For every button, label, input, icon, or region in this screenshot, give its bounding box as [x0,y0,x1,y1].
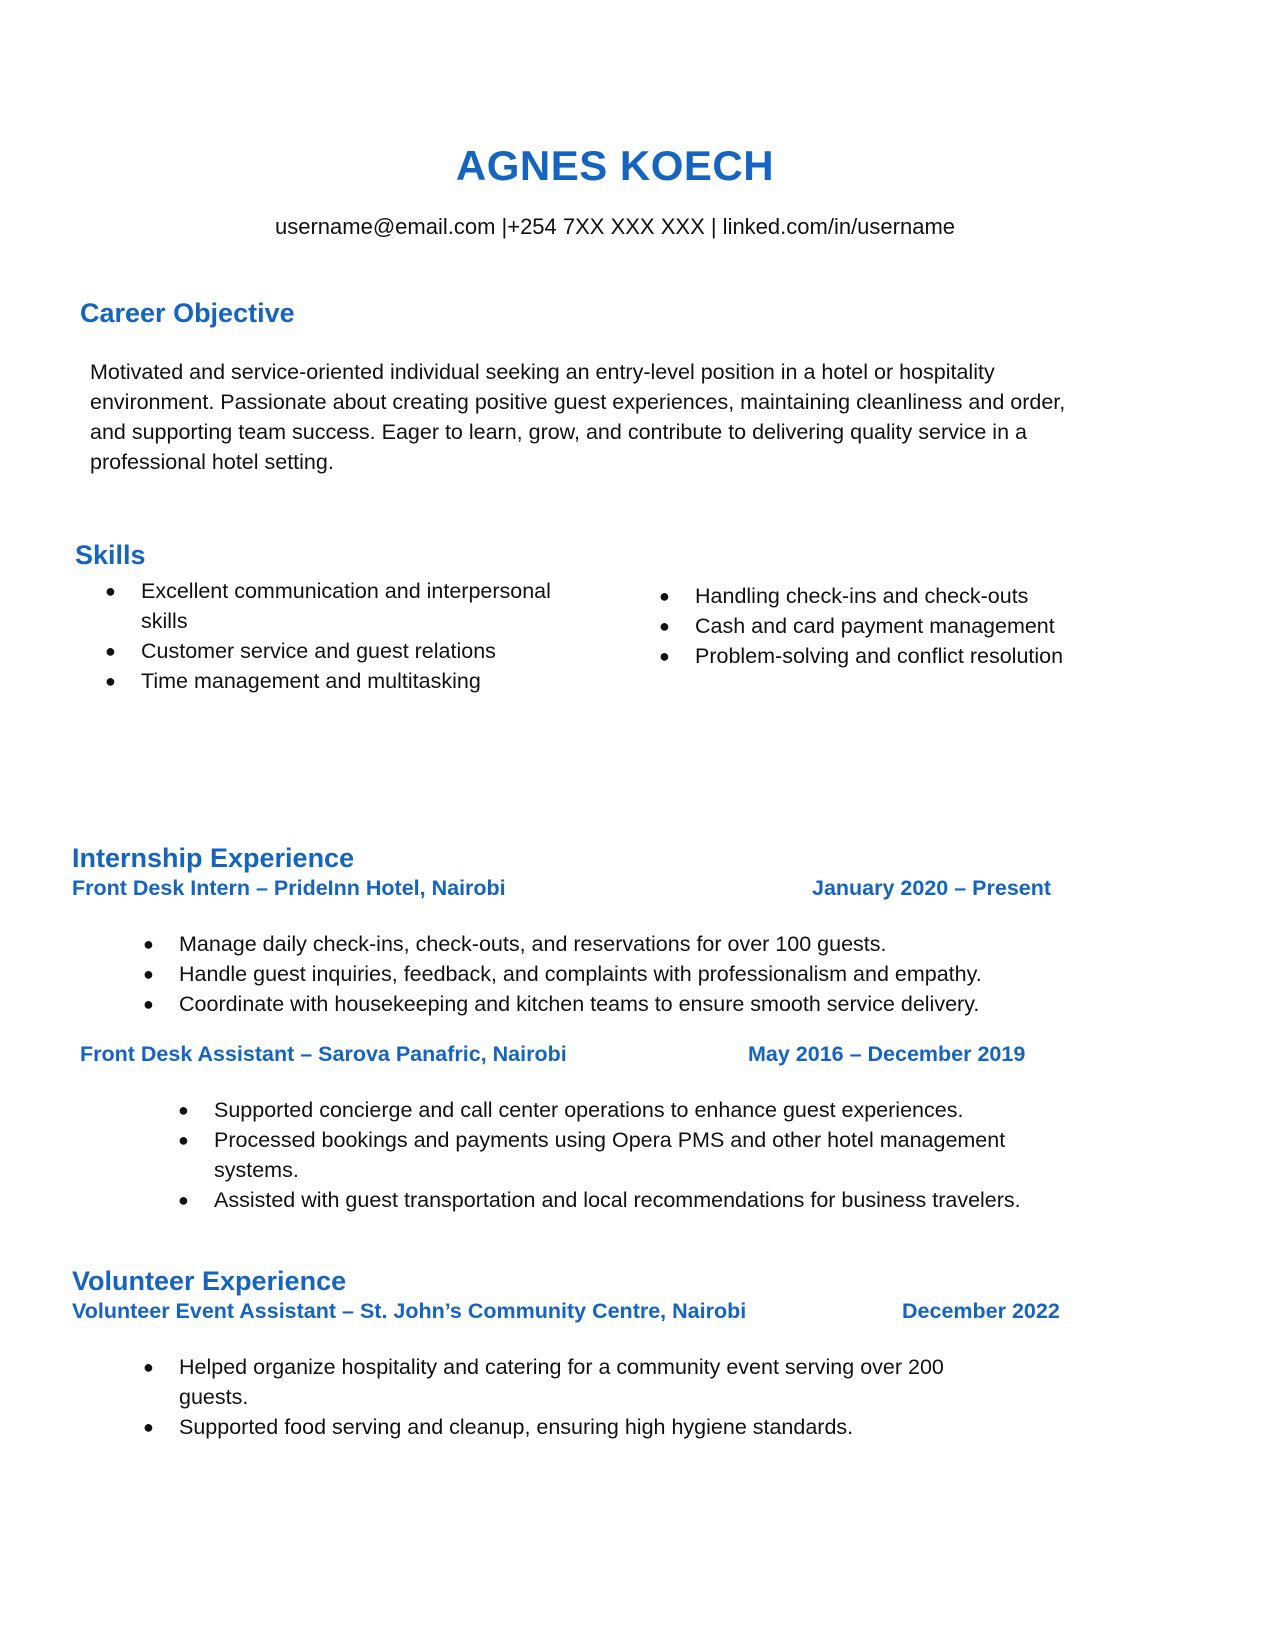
bullet-icon: ● [178,1100,189,1120]
skills-list-left [105,576,601,696]
skills-list-right [659,581,1155,671]
bullet-icon: ● [659,586,670,606]
bullet-icon: ● [659,646,670,666]
career-objective-text: Motivated and service-oriented individual seeking an entry-level position in a hotel or hospitality environment. Passionate about creating positive guest experiences, maintaining cleanliness and order, and supporting team success. Eager to learn, grow, and contribute to delivering quality service in a professional hotel setting. [90,360,1066,474]
bullet-icon: ● [105,641,116,661]
skill-item: ● Cash and card payment management [695,611,1155,641]
contact-line: username@email.com |+254 7XX XXX XXX | linked.com/in/username [274,214,956,239]
job-dates: December 2022 [902,1299,1060,1323]
bullet-icon: ● [178,1190,189,1210]
job-title: Front Desk Assistant – Sarova Panafric, Nairobi [80,1042,567,1066]
bullet-icon: ● [178,1130,189,1150]
career-objective-heading: Career Objective [80,298,295,328]
job-bullet: ● Assisted with guest transportation and local recommendations for business travelers. [214,1185,1074,1215]
bullet-icon: ● [143,934,154,954]
job-bullets [143,1352,1019,1442]
skill-item: ● Time management and multitasking [141,666,601,696]
bullet-icon: ● [143,1417,154,1437]
job-bullet: ● Supported food serving and cleanup, ensuring high hygiene standards. [179,1412,1019,1442]
job-bullets [143,929,1079,1019]
job-bullet: ● Manage daily check-ins, check-outs, and reservations for over 100 guests. [179,929,1079,959]
resume-name: AGNES KOECH [455,142,775,189]
bullet-icon: ● [105,581,116,601]
job-bullet: ● Coordinate with housekeeping and kitchen teams to ensure smooth service delivery. [179,989,1079,1019]
job-bullets [178,1095,1074,1215]
job-bullet: ● Supported concierge and call center operations to enhance guest experiences. [214,1095,1074,1125]
skills-heading: Skills [75,540,146,570]
skill-item: ● Problem-solving and conflict resolution [695,641,1155,671]
bullet-icon: ● [143,1357,154,1377]
skill-item: ● Customer service and guest relations [141,636,601,666]
bullet-icon: ● [143,964,154,984]
job-bullet: ● Helped organize hospitality and catering for a community event serving over 200 guests. [179,1352,1019,1412]
skill-item: ● Excellent communication and interpersonal skills [141,576,601,636]
job-dates: May 2016 – December 2019 [748,1042,1026,1066]
job-bullet: ● Processed bookings and payments using Opera PMS and other hotel management systems. [214,1125,1074,1185]
job-bullet: ● Handle guest inquiries, feedback, and complaints with professionalism and empathy. [179,959,1079,989]
job-title: Front Desk Intern – PrideInn Hotel, Nairobi [72,876,506,900]
bullet-icon: ● [105,671,116,691]
bullet-icon: ● [659,616,670,636]
job-dates: January 2020 – Present [812,876,1052,900]
internship-heading: Internship Experience [72,843,355,873]
skill-item: ● Handling check-ins and check-outs [695,581,1155,611]
bullet-icon: ● [143,994,154,1014]
volunteer-heading: Volunteer Experience [72,1266,347,1296]
job-title: Volunteer Event Assistant – St. John’s Community Centre, Nairobi [72,1299,747,1323]
